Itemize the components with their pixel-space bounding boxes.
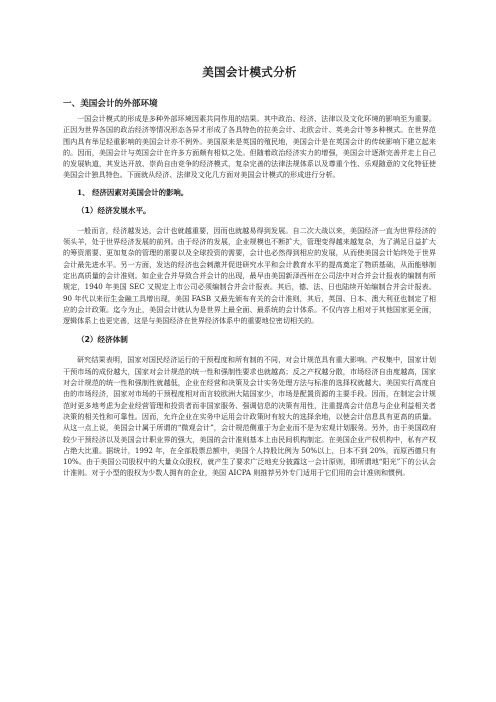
item-heading-economic-system: （2）经济体制 bbox=[77, 335, 128, 345]
subsection-heading-economic-factors: 1、 经济因素对美国会计的影响。 bbox=[77, 187, 189, 197]
economic-development-paragraph: 一般而言，经济越发达，会计也就越重要，因而也就越易得到发展。自二次大战以来，美国经济一直为世界经济的领头羊，处于世界经济发展的前列。由于经济的发展，企业规模也不断扩大，管理变得越来越复杂，为了满足日益扩大的筹资需要、更加复杂的管理的需要以及全球投资的需要，会计也必然得到相应的发展，从而使美国会计始终处于世界会计最先进水平。另一方面，发达的经济也会刺激并促进研究水平和会计教育水平的提高奠定了物质基础，从而能够制定出高质量的会计准则。如企业合并导致合并会计的出现，最早由美国新泽西州在公司法中对合并会计报表的编制有所规定，1940 年美国 SEC 又规定上市公司必须编制合并会计报表。其后，德、法、日也陆续开始编制合并会计报表。90 年代以来衍生金融工具增出现，美国 FASB 又最先颁布有关的会计准则，其后，英国、日本、澳大利亚也制定了相应的会计政策。迄今为止，美国会计就认为是世界上最全面、最系统的会计体系。不仅内容上相对于其他国家更全面，逻辑体系上也更完善，这是与美国经济在世界经济体系中的重要地位密切相关的。 bbox=[63, 225, 436, 326]
economic-system-paragraph: 研究结果表明，国家对国民经济运行的干预程度和所有制的不同，对会计规范具有重大影响。产权集中，国家计划干预市场的成份越大，国家对会计规范的统一性和强制性要求也就越高；反之产权越分散，市场经济自由度越高，国家对会计规范的统一性和强制性就越低，企业在经营和决策及会计实务处理方法与标准的选择权就越大。美国实行高度自由的市场经济，国家对市场的干预程度相对而言较欧洲大陆国家少，市场是配置资源的主要手段。因而，在制定会计规范时更多地考虑为企业经营管理和投资者而非国家服务、强调信息的决策有用性，注重提高会计信息与企业利益相关者决策的相关性和可靠性。因而，允许企业在实务中运用会计政策时有较大的选择余地，以使会计信息具有更高的质量。从这一点上说，美国会计属于所谓的“微观会计”，会计规范侧重于为企业而不是为宏观计划服务。另外，由于美国政府较少干预经济以及美国会计职业界的强大，美国的会计准则基本上由民间机构制定。在美国企业产权机构中，私有产权占绝大比重。据统计，1992 年，在全部股票总额中，美国个人持股比例为 50%以上，日本不到 20%，而原西德只有 10%。由于美国公司股权中的大量众众股权，就产生了要求广泛地充分披露这一会计原则，即所谓地“阳光”下的公认会计准则。对于小型的股权为少数人拥有的企业，美国 AICPA 则推荐另外专门适用于它们用的会计准则和惯例。 bbox=[63, 355, 436, 478]
intro-paragraph: 一国会计模式的形成是多种外部环境因素共同作用的结果。其中政治、经济、法律以及文化环境的影响至为重要。正因为世界各国的政治经济等情况形态各异才形成了各具特色的拉美会计、北欧会计、英美会计等多种模式。在世界范围内具有举足轻重影响的美国会计亦不例外。美国原来是英国的殖民地，美国会计是在英国会计的传统影响下建立起来的。因而，美国会计与英国会计在许多方面颇有相似之处。但随着政治经济实力的增强，美国会计逐渐完善并走上自己的发展轨道，其发达开放、崇尚自由竞争的经济模式，复杂完善的法律法规体系以及尊重个性、乐观随意的文化特征使美国会计独具特色。下面就从经济、法律及文化几方面对美国会计模式的形成进行分析。 bbox=[63, 114, 436, 180]
section-heading-external-environment: 一、美国会计的外部环境 bbox=[63, 99, 158, 109]
document-title: 美国会计模式分析 bbox=[202, 65, 297, 79]
spacer bbox=[63, 326, 436, 332]
item-heading-economic-development: （1）经济发展水平。 bbox=[77, 205, 151, 215]
